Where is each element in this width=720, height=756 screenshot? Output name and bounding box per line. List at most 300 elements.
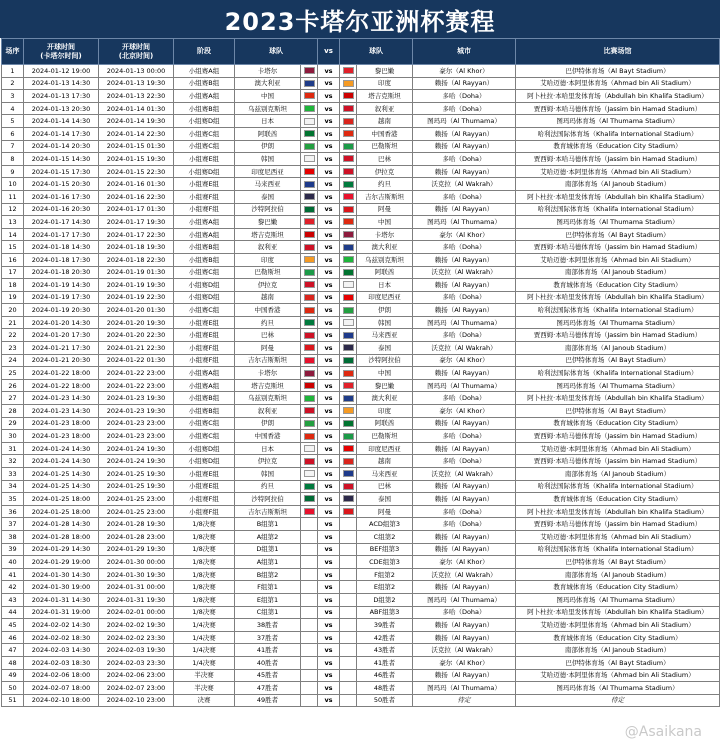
table-row xyxy=(2,644,720,657)
team-a-flag-cell xyxy=(301,241,318,254)
match-number: 24 xyxy=(2,354,24,367)
match-stage: 小组赛E组 xyxy=(174,329,235,342)
team-a-flag-cell xyxy=(301,480,318,493)
local-kickoff-time: 2024-01-22 18:00 xyxy=(24,379,99,392)
table-row xyxy=(2,279,720,292)
host-city: 赖扬（Al Rayyan） xyxy=(413,417,516,430)
team-a-flag-cell xyxy=(301,505,318,518)
team-b-name: D组第2 xyxy=(357,593,413,606)
local-kickoff-time: 2024-01-16 20:30 xyxy=(24,203,99,216)
local-kickoff-time: 2024-02-03 14:30 xyxy=(24,644,99,657)
team-b-flag-icon xyxy=(343,344,354,351)
venue: 南部体育场（Al Janoub Stadium） xyxy=(516,468,720,481)
beijing-kickoff-time: 2024-01-24 19:30 xyxy=(99,442,174,455)
team-a-name: 日本 xyxy=(235,115,301,128)
table-row xyxy=(2,190,720,203)
team-a-name: 38胜者 xyxy=(235,619,301,632)
team-b-name: E组第2 xyxy=(357,581,413,594)
team-a-name: 中国香港 xyxy=(235,304,301,317)
team-a-flag-cell xyxy=(301,682,318,695)
team-a-name: B组第1 xyxy=(235,518,301,531)
team-b-name: 巴勒斯坦 xyxy=(357,430,413,443)
match-number: 50 xyxy=(2,682,24,695)
vs-label: vs xyxy=(318,556,340,569)
table-row xyxy=(2,493,720,506)
beijing-kickoff-time: 2024-01-31 19:30 xyxy=(99,593,174,606)
vs-label: vs xyxy=(318,593,340,606)
host-city: 赖扬（Al Rayyan） xyxy=(413,442,516,455)
team-b-name: 巴勒斯坦 xyxy=(357,140,413,153)
team-b-name: 日本 xyxy=(357,279,413,292)
host-city: 赖扬（Al Rayyan） xyxy=(413,304,516,317)
venue: 贾西姆·本哈马德体育场（Jassim bin Hamad Stadium） xyxy=(516,430,720,443)
team-a-flag-icon xyxy=(304,294,315,301)
team-b-name: 马来西亚 xyxy=(357,468,413,481)
schedule-body xyxy=(2,65,720,707)
team-b-flag-cell xyxy=(340,644,357,657)
match-stage: 1/8决赛 xyxy=(174,568,235,581)
header-beijing-time-line1: 开球时间 xyxy=(122,42,150,51)
team-b-name: 塔吉克斯坦 xyxy=(357,90,413,103)
match-number: 10 xyxy=(2,178,24,191)
host-city: 豪尔（Al Khor） xyxy=(413,354,516,367)
local-kickoff-time: 2024-01-12 19:00 xyxy=(24,65,99,78)
match-number: 9 xyxy=(2,165,24,178)
vs-label: vs xyxy=(318,329,340,342)
team-b-name: 卡塔尔 xyxy=(357,228,413,241)
team-b-flag-icon xyxy=(343,319,354,326)
match-number: 35 xyxy=(2,493,24,506)
match-number: 3 xyxy=(2,90,24,103)
match-stage: 小组赛B组 xyxy=(174,77,235,90)
match-number: 32 xyxy=(2,455,24,468)
team-a-flag-cell xyxy=(301,228,318,241)
venue: 艾哈迈德·本阿里体育场（Ahmad bin Ali Stadium） xyxy=(516,669,720,682)
match-number: 51 xyxy=(2,694,24,707)
beijing-kickoff-time: 2024-01-29 19:30 xyxy=(99,543,174,556)
team-b-flag-icon xyxy=(343,584,354,591)
venue: 巴伊特体育场（Al Bayt Stadium） xyxy=(516,405,720,418)
team-a-name: 日本 xyxy=(235,442,301,455)
match-number: 14 xyxy=(2,228,24,241)
team-b-name: 48胜者 xyxy=(357,682,413,695)
team-a-flag-cell xyxy=(301,455,318,468)
table-row xyxy=(2,241,720,254)
match-stage: 小组赛E组 xyxy=(174,468,235,481)
venue: 图玛玛体育场（Al Thumama Stadium） xyxy=(516,316,720,329)
match-number: 16 xyxy=(2,253,24,266)
team-b-name: 中国 xyxy=(357,367,413,380)
team-b-name: 39胜者 xyxy=(357,619,413,632)
match-stage: 1/8决赛 xyxy=(174,556,235,569)
team-b-flag-cell xyxy=(340,342,357,355)
team-b-flag-cell xyxy=(340,190,357,203)
match-number: 13 xyxy=(2,216,24,229)
team-a-flag-cell xyxy=(301,115,318,128)
vs-label: vs xyxy=(318,127,340,140)
team-b-flag-cell xyxy=(340,417,357,430)
local-kickoff-time: 2024-01-14 14:30 xyxy=(24,115,99,128)
team-a-name: 泰国 xyxy=(235,190,301,203)
team-a-flag-cell xyxy=(301,656,318,669)
vs-label: vs xyxy=(318,530,340,543)
page-title: 2023卡塔尔亚洲杯赛程 xyxy=(0,0,720,38)
table-row xyxy=(2,203,720,216)
venue: 南部体育场（Al Janoub Stadium） xyxy=(516,178,720,191)
team-a-name: 中国香港 xyxy=(235,430,301,443)
team-b-name: 印度 xyxy=(357,405,413,418)
venue: 哈利法国际体育场（Khalifa International Stadium） xyxy=(516,543,720,556)
beijing-kickoff-time: 2024-01-14 01:30 xyxy=(99,102,174,115)
host-city: 赖扬（Al Rayyan） xyxy=(413,581,516,594)
team-a-flag-cell xyxy=(301,342,318,355)
team-b-flag-icon xyxy=(343,445,354,452)
table-row xyxy=(2,682,720,695)
match-stage: 小组赛C组 xyxy=(174,266,235,279)
match-number: 38 xyxy=(2,530,24,543)
beijing-kickoff-time: 2024-01-22 01:30 xyxy=(99,354,174,367)
team-a-flag-icon xyxy=(304,332,315,339)
team-b-flag-cell xyxy=(340,228,357,241)
team-a-flag-cell xyxy=(301,543,318,556)
table-row xyxy=(2,505,720,518)
host-city: 待定 xyxy=(413,694,516,707)
host-city: 图玛玛（Al Thumama） xyxy=(413,682,516,695)
match-stage: 小组赛D组 xyxy=(174,442,235,455)
local-kickoff-time: 2024-01-21 20:30 xyxy=(24,354,99,367)
venue: 哈利法国际体育场（Khalifa International Stadium） xyxy=(516,304,720,317)
team-b-flag-icon xyxy=(343,218,354,225)
local-kickoff-time: 2024-01-19 20:30 xyxy=(24,304,99,317)
team-a-name: 约旦 xyxy=(235,316,301,329)
match-number: 6 xyxy=(2,127,24,140)
match-stage: 小组赛B组 xyxy=(174,392,235,405)
team-b-flag-icon xyxy=(343,395,354,402)
host-city: 赖扬（Al Rayyan） xyxy=(413,77,516,90)
team-a-flag-icon xyxy=(304,508,315,515)
local-kickoff-time: 2024-02-03 18:30 xyxy=(24,656,99,669)
match-stage: 小组赛A组 xyxy=(174,65,235,78)
local-kickoff-time: 2024-01-20 17:30 xyxy=(24,329,99,342)
watermark: @Asaikana xyxy=(624,724,702,740)
team-a-name: A组第2 xyxy=(235,530,301,543)
team-b-flag-icon xyxy=(343,571,354,578)
venue: 阿卜杜拉·本哈里发体育场（Abdullah bin Khalifa Stadium） xyxy=(516,190,720,203)
team-a-flag-cell xyxy=(301,165,318,178)
beijing-kickoff-time: 2024-02-03 23:30 xyxy=(99,656,174,669)
beijing-kickoff-time: 2024-01-23 19:30 xyxy=(99,392,174,405)
header-team-a: 球队 xyxy=(235,39,318,65)
team-b-flag-cell xyxy=(340,568,357,581)
venue: 巴伊特体育场（Al Bayt Stadium） xyxy=(516,656,720,669)
beijing-kickoff-time: 2024-01-19 22:30 xyxy=(99,291,174,304)
team-a-name: 沙特阿拉伯 xyxy=(235,493,301,506)
match-stage: 1/8决赛 xyxy=(174,543,235,556)
match-number: 27 xyxy=(2,392,24,405)
match-number: 5 xyxy=(2,115,24,128)
team-b-flag-icon xyxy=(343,332,354,339)
vs-label: vs xyxy=(318,417,340,430)
team-a-flag-icon xyxy=(304,344,315,351)
team-a-name: E组第1 xyxy=(235,593,301,606)
match-number: 12 xyxy=(2,203,24,216)
beijing-kickoff-time: 2024-01-28 23:00 xyxy=(99,530,174,543)
host-city: 多哈（Doha） xyxy=(413,90,516,103)
beijing-kickoff-time: 2024-01-25 23:00 xyxy=(99,505,174,518)
team-a-flag-cell xyxy=(301,493,318,506)
venue: 哈利法国际体育场（Khalifa International Stadium） xyxy=(516,367,720,380)
venue: 阿卜杜拉·本哈里发体育场（Abdullah bin Khalifa Stadium） xyxy=(516,291,720,304)
team-b-name: 印度 xyxy=(357,77,413,90)
team-b-flag-cell xyxy=(340,102,357,115)
team-b-flag-cell xyxy=(340,530,357,543)
team-a-flag-cell xyxy=(301,619,318,632)
beijing-kickoff-time: 2024-01-13 19:30 xyxy=(99,77,174,90)
table-row xyxy=(2,619,720,632)
header-venue: 比赛场馆 xyxy=(516,39,720,65)
team-a-name: 伊拉克 xyxy=(235,455,301,468)
table-row xyxy=(2,165,720,178)
venue: 图玛玛体育场（Al Thumama Stadium） xyxy=(516,593,720,606)
beijing-kickoff-time: 2024-01-19 19:30 xyxy=(99,279,174,292)
match-number: 39 xyxy=(2,543,24,556)
team-a-name: 叙利亚 xyxy=(235,241,301,254)
beijing-kickoff-time: 2024-02-03 19:30 xyxy=(99,644,174,657)
venue: 南部体育场（Al Janoub Stadium） xyxy=(516,644,720,657)
local-kickoff-time: 2024-01-16 17:30 xyxy=(24,190,99,203)
host-city: 沃克拉（Al Wakrah） xyxy=(413,266,516,279)
local-kickoff-time: 2024-01-23 18:00 xyxy=(24,430,99,443)
host-city: 多哈（Doha） xyxy=(413,291,516,304)
match-number: 21 xyxy=(2,316,24,329)
match-stage: 小组赛F组 xyxy=(174,203,235,216)
table-row xyxy=(2,65,720,78)
team-b-name: 43胜者 xyxy=(357,644,413,657)
match-number: 25 xyxy=(2,367,24,380)
team-a-flag-cell xyxy=(301,216,318,229)
team-a-name: 阿曼 xyxy=(235,342,301,355)
beijing-kickoff-time: 2024-02-10 23:00 xyxy=(99,694,174,707)
table-row xyxy=(2,266,720,279)
vs-label: vs xyxy=(318,493,340,506)
team-a-flag-cell xyxy=(301,694,318,707)
local-kickoff-time: 2024-02-02 18:30 xyxy=(24,631,99,644)
host-city: 多哈（Doha） xyxy=(413,329,516,342)
vs-label: vs xyxy=(318,619,340,632)
local-kickoff-time: 2024-01-24 14:30 xyxy=(24,442,99,455)
host-city: 多哈（Doha） xyxy=(413,518,516,531)
local-kickoff-time: 2024-01-15 17:30 xyxy=(24,165,99,178)
host-city: 多哈（Doha） xyxy=(413,102,516,115)
team-b-flag-icon xyxy=(343,357,354,364)
team-a-flag-icon xyxy=(304,407,315,414)
venue: 图玛玛体育场（Al Thumama Stadium） xyxy=(516,216,720,229)
team-b-name: 阿曼 xyxy=(357,203,413,216)
team-b-flag-cell xyxy=(340,442,357,455)
table-row xyxy=(2,291,720,304)
match-number: 1 xyxy=(2,65,24,78)
table-row xyxy=(2,367,720,380)
local-kickoff-time: 2024-01-15 14:30 xyxy=(24,153,99,166)
team-b-name: 巴林 xyxy=(357,480,413,493)
team-a-flag-icon xyxy=(304,495,315,502)
team-a-flag-cell xyxy=(301,304,318,317)
match-stage: 1/4决赛 xyxy=(174,631,235,644)
vs-label: vs xyxy=(318,228,340,241)
local-kickoff-time: 2024-01-28 14:30 xyxy=(24,518,99,531)
team-b-flag-icon xyxy=(343,609,354,616)
team-a-flag-icon xyxy=(304,483,315,490)
team-a-flag-icon xyxy=(304,596,315,603)
table-row xyxy=(2,468,720,481)
team-a-flag-cell xyxy=(301,593,318,606)
table-row xyxy=(2,102,720,115)
team-a-flag-icon xyxy=(304,521,315,528)
team-a-flag-icon xyxy=(304,181,315,188)
table-row xyxy=(2,77,720,90)
team-a-flag-cell xyxy=(301,140,318,153)
team-b-name: BEF组第3 xyxy=(357,543,413,556)
header-local-time-line1: 开球时间 xyxy=(47,42,75,51)
match-number: 30 xyxy=(2,430,24,443)
team-a-flag-cell xyxy=(301,153,318,166)
header-beijing-time xyxy=(99,39,174,65)
team-a-name: A组第1 xyxy=(235,556,301,569)
team-b-flag-cell xyxy=(340,682,357,695)
venue: 巴伊特体育场（Al Bayt Stadium） xyxy=(516,354,720,367)
beijing-kickoff-time: 2024-01-15 19:30 xyxy=(99,153,174,166)
table-row xyxy=(2,405,720,418)
vs-label: vs xyxy=(318,216,340,229)
team-a-flag-cell xyxy=(301,354,318,367)
vs-label: vs xyxy=(318,392,340,405)
match-number: 45 xyxy=(2,619,24,632)
team-a-name: 卡塔尔 xyxy=(235,65,301,78)
team-a-flag-cell xyxy=(301,367,318,380)
team-b-flag-cell xyxy=(340,518,357,531)
table-row xyxy=(2,543,720,556)
team-b-name: 马来西亚 xyxy=(357,329,413,342)
host-city: 赖扬（Al Rayyan） xyxy=(413,493,516,506)
match-number: 17 xyxy=(2,266,24,279)
team-a-flag-cell xyxy=(301,178,318,191)
team-b-flag-cell xyxy=(340,480,357,493)
match-number: 37 xyxy=(2,518,24,531)
match-number: 18 xyxy=(2,279,24,292)
match-number: 41 xyxy=(2,568,24,581)
beijing-kickoff-time: 2024-02-01 00:00 xyxy=(99,606,174,619)
match-stage: 1/8决赛 xyxy=(174,518,235,531)
team-a-flag-icon xyxy=(304,193,315,200)
team-a-flag-icon xyxy=(304,256,315,263)
team-b-flag-icon xyxy=(343,155,354,162)
local-kickoff-time: 2024-02-06 18:00 xyxy=(24,669,99,682)
team-b-name: 越南 xyxy=(357,115,413,128)
team-a-flag-cell xyxy=(301,417,318,430)
team-b-name: 中国香港 xyxy=(357,127,413,140)
team-a-flag-cell xyxy=(301,392,318,405)
team-b-flag-cell xyxy=(340,65,357,78)
match-stage: 1/8决赛 xyxy=(174,606,235,619)
team-a-name: F组第1 xyxy=(235,581,301,594)
header-beijing-time-line2: (北京时间) xyxy=(118,51,154,60)
venue: 贾西姆·本哈马德体育场（Jassim bin Hamad Stadium） xyxy=(516,153,720,166)
table-row xyxy=(2,669,720,682)
team-b-flag-icon xyxy=(343,558,354,565)
vs-label: vs xyxy=(318,430,340,443)
local-kickoff-time: 2024-01-28 18:00 xyxy=(24,530,99,543)
team-b-flag-cell xyxy=(340,556,357,569)
team-b-flag-cell xyxy=(340,694,357,707)
match-number: 15 xyxy=(2,241,24,254)
local-kickoff-time: 2024-01-31 14:30 xyxy=(24,593,99,606)
host-city: 多哈（Doha） xyxy=(413,455,516,468)
host-city: 图玛玛（Al Thumama） xyxy=(413,316,516,329)
team-b-flag-icon xyxy=(343,193,354,200)
match-stage: 小组赛C组 xyxy=(174,127,235,140)
team-b-flag-icon xyxy=(343,495,354,502)
team-b-name: 巴林 xyxy=(357,153,413,166)
team-b-flag-icon xyxy=(343,294,354,301)
match-stage: 1/4决赛 xyxy=(174,619,235,632)
match-stage: 小组赛A组 xyxy=(174,90,235,103)
team-a-flag-icon xyxy=(304,155,315,162)
venue: 艾哈迈德·本阿里体育场（Ahmad bin Ali Stadium） xyxy=(516,165,720,178)
team-b-flag-icon xyxy=(343,420,354,427)
match-stage: 小组赛C组 xyxy=(174,140,235,153)
beijing-kickoff-time: 2024-02-06 23:00 xyxy=(99,669,174,682)
host-city: 豪尔（Al Khor） xyxy=(413,556,516,569)
vs-label: vs xyxy=(318,178,340,191)
match-number: 8 xyxy=(2,153,24,166)
team-a-flag-icon xyxy=(304,433,315,440)
team-b-name: 伊朗 xyxy=(357,304,413,317)
vs-label: vs xyxy=(318,682,340,695)
team-a-flag-cell xyxy=(301,102,318,115)
match-stage: 小组赛D组 xyxy=(174,291,235,304)
match-number: 31 xyxy=(2,442,24,455)
team-a-flag-icon xyxy=(304,281,315,288)
venue: 南部体育场（Al Janoub Stadium） xyxy=(516,266,720,279)
local-kickoff-time: 2024-01-18 14:30 xyxy=(24,241,99,254)
beijing-kickoff-time: 2024-01-24 19:30 xyxy=(99,455,174,468)
vs-label: vs xyxy=(318,644,340,657)
match-number: 33 xyxy=(2,468,24,481)
venue: 贾西姆·本哈马德体育场（Jassim bin Hamad Stadium） xyxy=(516,329,720,342)
table-row xyxy=(2,216,720,229)
header-city: 城市 xyxy=(413,39,516,65)
team-b-flag-icon xyxy=(343,433,354,440)
team-b-name: 澳大利亚 xyxy=(357,241,413,254)
team-b-flag-cell xyxy=(340,241,357,254)
team-a-flag-icon xyxy=(304,470,315,477)
team-a-flag-icon xyxy=(304,558,315,565)
vs-label: vs xyxy=(318,203,340,216)
host-city: 豪尔（Al Khor） xyxy=(413,65,516,78)
beijing-kickoff-time: 2024-01-23 19:30 xyxy=(99,405,174,418)
team-b-flag-cell xyxy=(340,266,357,279)
venue: 哈利法国际体育场（Khalifa International Stadium） xyxy=(516,480,720,493)
vs-label: vs xyxy=(318,316,340,329)
team-b-name: ABF组第3 xyxy=(357,606,413,619)
host-city: 赖扬（Al Rayyan） xyxy=(413,669,516,682)
team-b-name: 阿曼 xyxy=(357,505,413,518)
vs-label: vs xyxy=(318,291,340,304)
match-number: 11 xyxy=(2,190,24,203)
team-a-flag-cell xyxy=(301,556,318,569)
host-city: 沃克拉（Al Wakrah） xyxy=(413,568,516,581)
venue: 贾西姆·本哈马德体育场（Jassim bin Hamad Stadium） xyxy=(516,102,720,115)
